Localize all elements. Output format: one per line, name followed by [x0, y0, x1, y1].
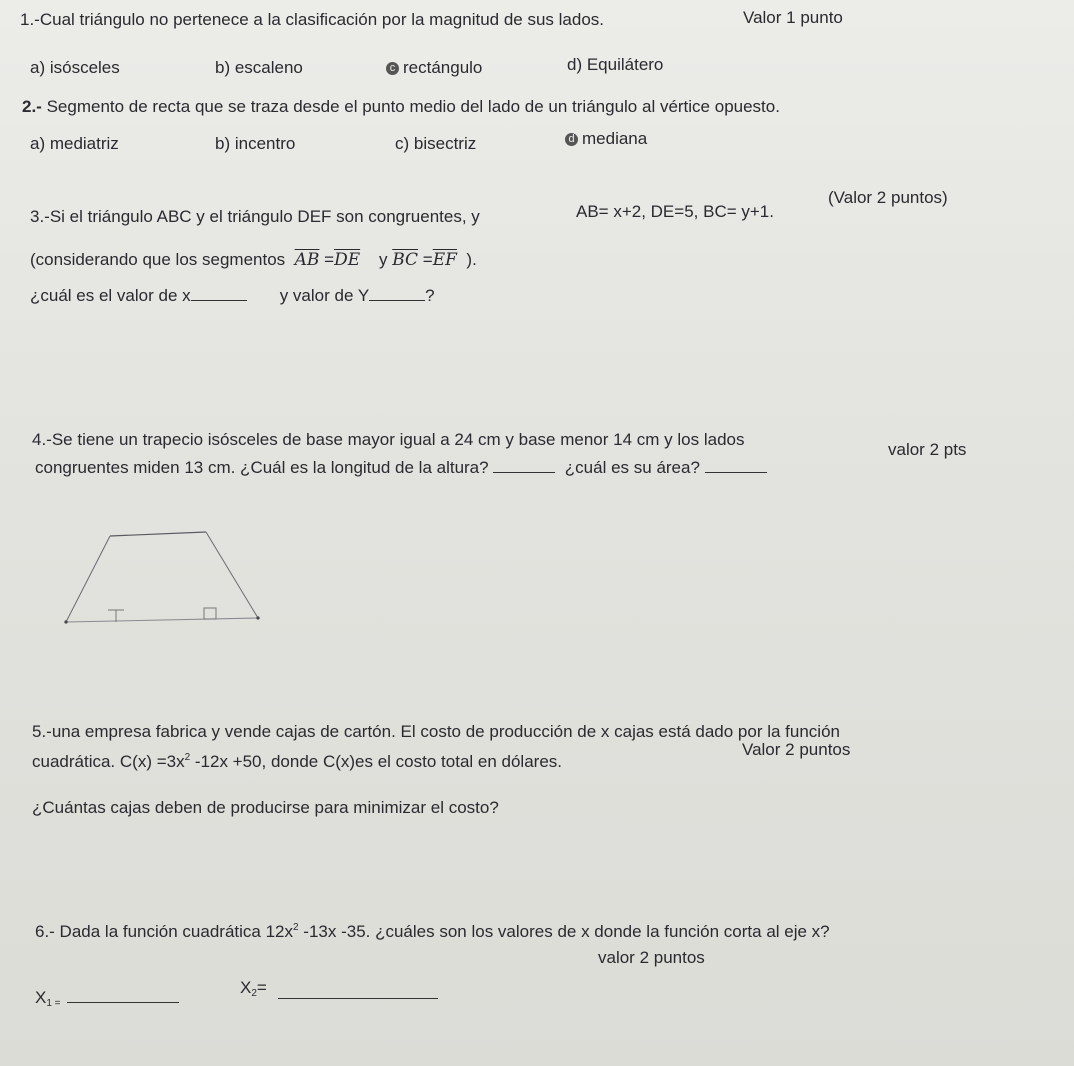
q1-option-c-label: rectángulo	[403, 58, 483, 77]
q5-line1: 5.-una empresa fabrica y vende cajas de cartón. El costo de producción de x cajas está dado por la función	[32, 722, 840, 741]
q3-ask-x: ¿cuál es el valor de x	[30, 286, 191, 305]
q2-option-d-label: mediana	[582, 129, 648, 148]
q4-line2	[35, 458, 767, 478]
q2-option-b[interactable]: b) incentro	[215, 134, 296, 153]
x1-sub: 1 =	[46, 998, 61, 1009]
x1-row	[35, 988, 179, 1008]
x2-row	[240, 978, 267, 998]
x2-answer-blank[interactable]	[278, 984, 438, 999]
q6-post: -13x -35. ¿cuáles son los valores de x donde la función corta al eje x?	[298, 922, 830, 941]
segment-de: $\overline{DE}$	[334, 250, 361, 270]
q3-note: (considerando que los segmentos $\overline{AB} =\overline{DE}$ y $\overline{BC} =\overline{EF}$ ).	[30, 250, 477, 270]
segment-ef: $\overline{EF}$	[432, 250, 457, 270]
height-answer-blank[interactable]	[493, 458, 555, 473]
q3-ask	[30, 286, 435, 306]
q2-option-c[interactable]: c) bisectriz	[395, 134, 477, 153]
q3-prompt: 3.-Si el triángulo ABC y el triángulo DEF son congruentes, y	[30, 207, 480, 226]
x1-answer-blank[interactable]	[67, 988, 179, 1003]
q4-height-question: congruentes miden 13 cm. ¿Cuál es la longitud de la altura?	[35, 458, 489, 477]
q5-question: ¿Cuántas cajas deben de producirse para minimizar el costo?	[32, 798, 499, 817]
selected-mark-icon: c	[386, 62, 399, 75]
q1-value: Valor 1 punto	[743, 8, 843, 27]
x2-eq: =	[256, 978, 267, 997]
q1-prompt: 1.-Cual triángulo no pertenece a la clasificación por la magnitud de sus lados.	[20, 10, 605, 29]
selected-mark-icon: d	[565, 133, 578, 146]
q6-pre: 6.- Dada la función cuadrática 12x	[35, 922, 293, 941]
q3-value: (Valor 2 puntos)	[828, 188, 948, 207]
q2-prompt	[22, 97, 780, 117]
segment-bc: $\overline{BC}$	[392, 250, 419, 270]
q5-line2	[32, 752, 562, 772]
q1-option-b[interactable]: b) escaleno	[215, 58, 303, 77]
q1-option-c[interactable]	[386, 58, 482, 78]
q4-value: valor 2 pts	[888, 440, 967, 459]
q6-exponent: 2	[293, 922, 299, 933]
q3-note-post: ).	[466, 250, 477, 269]
q2-option-d[interactable]	[565, 129, 647, 149]
q3-ask-end: ?	[425, 286, 435, 305]
q1-option-a[interactable]: a) isósceles	[30, 58, 120, 77]
q4-line1: 4.-Se tiene un trapecio isósceles de base mayor igual a 24 cm y base menor 14 cm y los lados	[32, 430, 745, 449]
y-answer-blank[interactable]	[369, 286, 425, 301]
q5-function-post: -12x +50, donde C(x)es el costo total en dólares.	[190, 752, 563, 771]
area-answer-blank[interactable]	[705, 458, 767, 473]
q5-exponent: 2	[184, 752, 191, 763]
q5-value: Valor 2 puntos	[742, 740, 851, 759]
q6-value: valor 2 puntos	[598, 948, 705, 967]
x2-sub: 2	[251, 988, 257, 999]
x2-label: X	[240, 978, 252, 997]
q3-equations: AB= x+2, DE=5, BC= y+1.	[576, 202, 774, 221]
q6-prompt	[35, 922, 830, 942]
q1-option-d[interactable]: d) Equilátero	[567, 55, 664, 74]
q4-area-question: ¿cuál es su área?	[564, 458, 700, 477]
q2-option-a[interactable]: a) mediatriz	[30, 134, 119, 153]
segment-ab: $\overline{AB}$	[294, 250, 320, 270]
q2-number: 2.-	[22, 97, 42, 116]
q3-ask-y: y valor de Y	[279, 286, 370, 305]
x-answer-blank[interactable]	[191, 286, 247, 301]
trapezoid-diagram	[58, 530, 278, 640]
q5-function-pre: cuadrática. C(x) =3x	[32, 752, 185, 771]
q3-note-pre: (considerando que los segmentos	[30, 250, 286, 269]
q3-note-y: y	[379, 250, 388, 269]
x1-label: X	[35, 988, 47, 1007]
q2-text: Segmento de recta que se traza desde el punto medio del lado de un triángulo al vértice opuesto.	[46, 97, 780, 116]
